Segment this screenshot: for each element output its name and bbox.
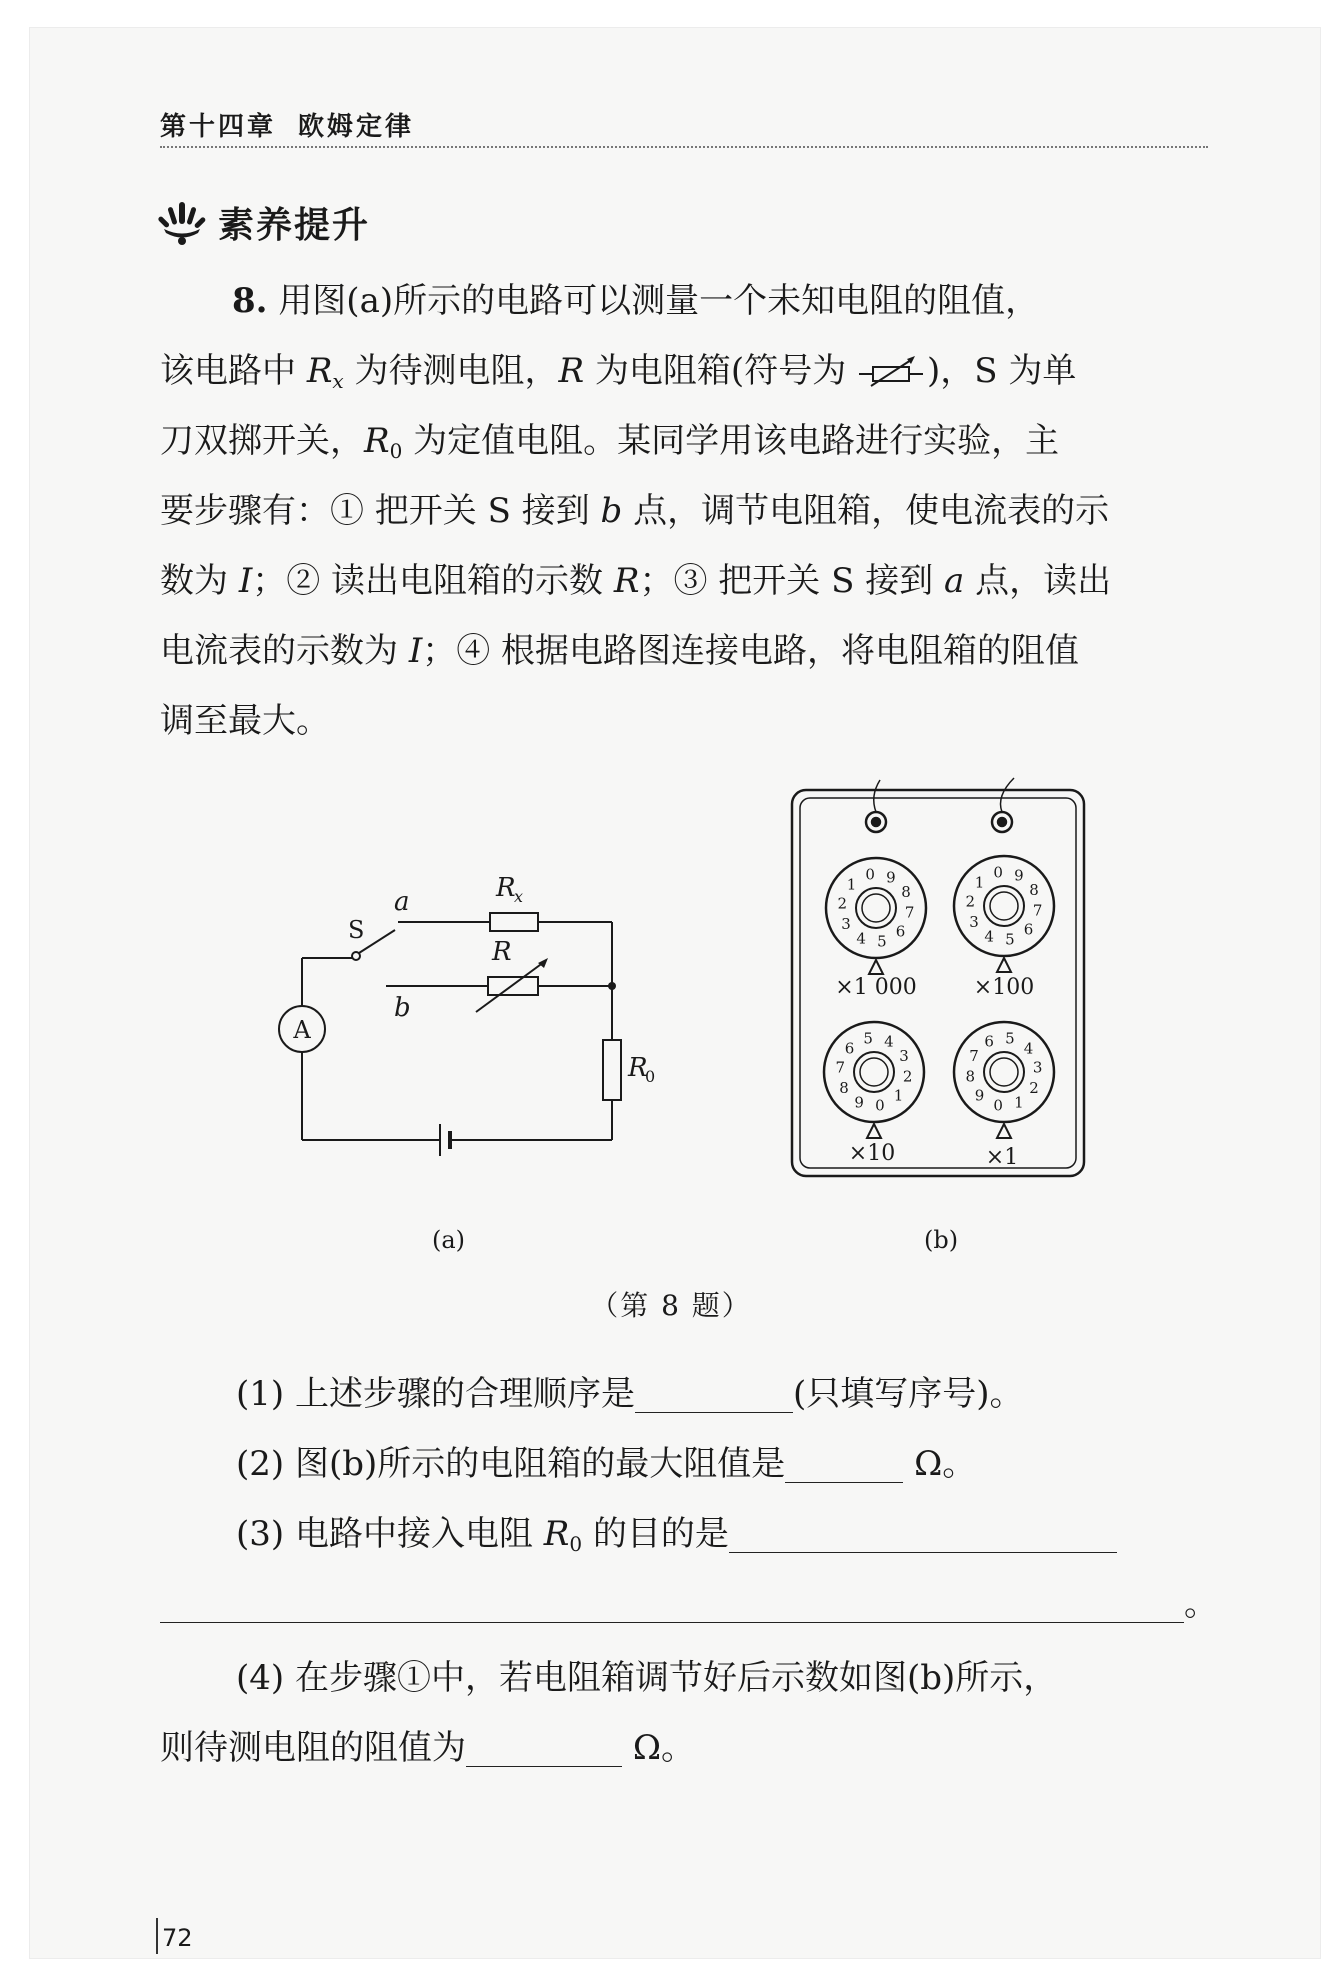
rx-label: R [496, 873, 516, 903]
dial-digit: 6 [984, 1032, 994, 1051]
page-number: 72 [162, 1924, 193, 1952]
dial-digit: 6 [844, 1039, 855, 1058]
chapter-title: 欧姆定律 [298, 112, 415, 142]
dial-digit: 1 [1014, 1093, 1024, 1112]
circuit-diagram [279, 913, 621, 1156]
symbol-r0-sub: 0 [569, 1532, 583, 1556]
subquestion-1 [236, 1366, 1024, 1415]
chapter-number: 第十四章 [160, 112, 277, 142]
dial-digit: 1 [893, 1086, 904, 1105]
dial-digit: 9 [854, 1093, 864, 1112]
question-text: )，S 为单 [927, 351, 1077, 391]
question-text: 为待测电阻， [354, 351, 559, 391]
dial-digit: 8 [965, 1067, 976, 1086]
dial-multiplier-label: ×1 000 [835, 975, 917, 1000]
dial-knob [954, 856, 1054, 972]
dial-digit: 4 [884, 1032, 894, 1051]
dial-digit: 4 [984, 927, 994, 946]
question-text: 电流表的示数为 [160, 631, 398, 671]
figure-b-caption: (b) [924, 1226, 959, 1254]
dial-digit: 0 [875, 1096, 885, 1115]
ammeter-label: A [293, 1016, 311, 1044]
page-number-bar [156, 1918, 158, 1954]
symbol-rx-sub: x [332, 369, 344, 393]
r-label: R [492, 937, 512, 967]
dial-digit: 7 [835, 1058, 846, 1077]
dial-digit: 9 [886, 868, 896, 887]
subquestion-text: (2) 图(b)所示的电阻箱的最大阻值是 [236, 1444, 786, 1484]
switch-pivot [352, 952, 360, 960]
dial-knob [824, 1022, 924, 1138]
dial-multiplier-label: ×10 [848, 1141, 896, 1166]
point-a-label: a [394, 887, 410, 917]
dial-digit: 0 [993, 863, 1003, 882]
rx-sub-label: x [514, 887, 524, 906]
resistor-r0 [603, 1040, 621, 1100]
question-text: 该电路中 [160, 351, 296, 391]
dial-digit: 9 [1014, 866, 1024, 885]
symbol-i: I [238, 561, 253, 601]
subquestion-text: (4) 在步骤①中，若电阻箱调节好后示数如图(b)所示， [236, 1658, 1058, 1698]
answer-blank[interactable] [160, 1588, 1184, 1623]
r0-sub-label: 0 [645, 1067, 656, 1086]
symbol-rx: R [306, 351, 333, 391]
symbol-i: I [408, 631, 423, 671]
r0-label: R [628, 1053, 648, 1083]
dial-digit: 7 [1032, 901, 1043, 920]
dial-digit: 2 [1029, 1079, 1039, 1097]
answer-blank[interactable] [729, 1518, 1117, 1553]
dial-digit: 8 [1029, 881, 1039, 899]
dial-digit: 3 [1032, 1058, 1043, 1077]
question-text: 为定值电阻。某同学用该电路进行实验，主 [413, 421, 1060, 461]
dial-digit: 5 [877, 932, 887, 951]
question-text: 刀双掷开关， [160, 421, 364, 461]
dial-digit: 4 [856, 929, 866, 948]
subquestion-2 [236, 1436, 976, 1485]
dial-digit: 6 [1023, 920, 1034, 939]
subquestion-text: 的目的是 [592, 1514, 729, 1554]
subquestion-3-cont [160, 1576, 1218, 1625]
figure-caption: （第 8 题） [590, 1289, 752, 1322]
junction-dot [608, 982, 616, 990]
answer-blank[interactable] [635, 1378, 793, 1413]
symbol-r0-sub: 0 [389, 439, 403, 463]
point-b-label: b [394, 993, 411, 1023]
dial-digit: 8 [839, 1079, 849, 1097]
dial-knob [826, 858, 926, 974]
dial-multiplier-label: ×1 [985, 1145, 1019, 1170]
subquestion-unit: Ω。 [914, 1444, 977, 1484]
dial-pointer-icon [867, 1124, 881, 1138]
dial-digit: 5 [1005, 1029, 1015, 1048]
subquestion-text: (1) 上述步骤的合理顺序是 [236, 1374, 635, 1414]
dial-digit: 4 [1023, 1039, 1034, 1058]
dial-digit: 9 [974, 1086, 985, 1105]
dial-digit: 2 [837, 894, 848, 913]
switch-label: S [348, 916, 365, 944]
subquestion-unit: Ω。 [632, 1728, 696, 1768]
question-text: 为电阻箱(符号为 [594, 351, 847, 391]
dial-digit: 3 [899, 1047, 909, 1065]
question-text: ；② 读出电阻箱的示数 [252, 561, 604, 601]
dial-pointer-icon [997, 1124, 1011, 1138]
subquestion-4 [236, 1650, 1057, 1699]
dial-digit: 1 [846, 875, 857, 894]
dial-digit: 2 [965, 892, 976, 911]
answer-blank[interactable] [466, 1732, 622, 1767]
symbol-r0: R [543, 1514, 570, 1554]
symbol-b: b [600, 491, 623, 531]
dial-digit: 5 [1005, 930, 1015, 949]
subquestion-text: (只填写序号)。 [792, 1374, 1024, 1414]
question-text: 点，读出 [975, 561, 1112, 601]
question-line: 用图(a)所示的电路可以测量一个未知电阻的阻值， [278, 281, 1040, 321]
symbol-r: R [558, 351, 585, 391]
dial-digit: 6 [895, 922, 906, 941]
dial-digit: 7 [969, 1047, 979, 1065]
dial-digit: 0 [993, 1096, 1003, 1115]
question-number: 8. [232, 281, 268, 321]
dial-digit: 8 [901, 883, 911, 901]
resistor-rx [490, 913, 538, 931]
dial-digit: 0 [865, 865, 875, 884]
dial-pointer-icon [869, 960, 883, 974]
symbol-a: a [944, 561, 965, 601]
figure-a-caption: (a) [432, 1226, 466, 1254]
answer-blank[interactable] [785, 1448, 903, 1483]
subquestion-3 [236, 1506, 1117, 1555]
subquestion-4-cont [160, 1720, 695, 1769]
question-text: ；③ 把开关 S 接到 [639, 561, 934, 601]
question-text: 点，调节电阻箱，使电流表的示 [633, 491, 1110, 531]
dial-digit: 7 [904, 903, 915, 922]
question-text: ；④ 根据电路图连接电路，将电阻箱的阻值 [422, 631, 1080, 671]
section-title: 素养提升 [218, 204, 371, 246]
subquestion-text: 。 [1184, 1584, 1218, 1624]
question-text: 要步骤有：① 把开关 S 接到 [160, 491, 590, 531]
dial-digit: 2 [902, 1067, 913, 1086]
subquestion-text: 则待测电阻的阻值为 [160, 1728, 466, 1768]
dial-digit: 1 [974, 873, 985, 892]
dial-multiplier-label: ×100 [973, 975, 1035, 1000]
dial-digit: 3 [969, 913, 979, 931]
dial-pointer-icon [997, 958, 1011, 972]
dial-knob [954, 1022, 1054, 1138]
dial-digit: 5 [863, 1029, 873, 1048]
subquestion-text: (3) 电路中接入电阻 [236, 1514, 533, 1554]
symbol-r0: R [364, 421, 390, 461]
question-text: 调至最大。 [160, 701, 330, 741]
dial-digit: 3 [841, 915, 851, 933]
symbol-r: R [613, 561, 640, 601]
question-text: 数为 [160, 561, 228, 601]
